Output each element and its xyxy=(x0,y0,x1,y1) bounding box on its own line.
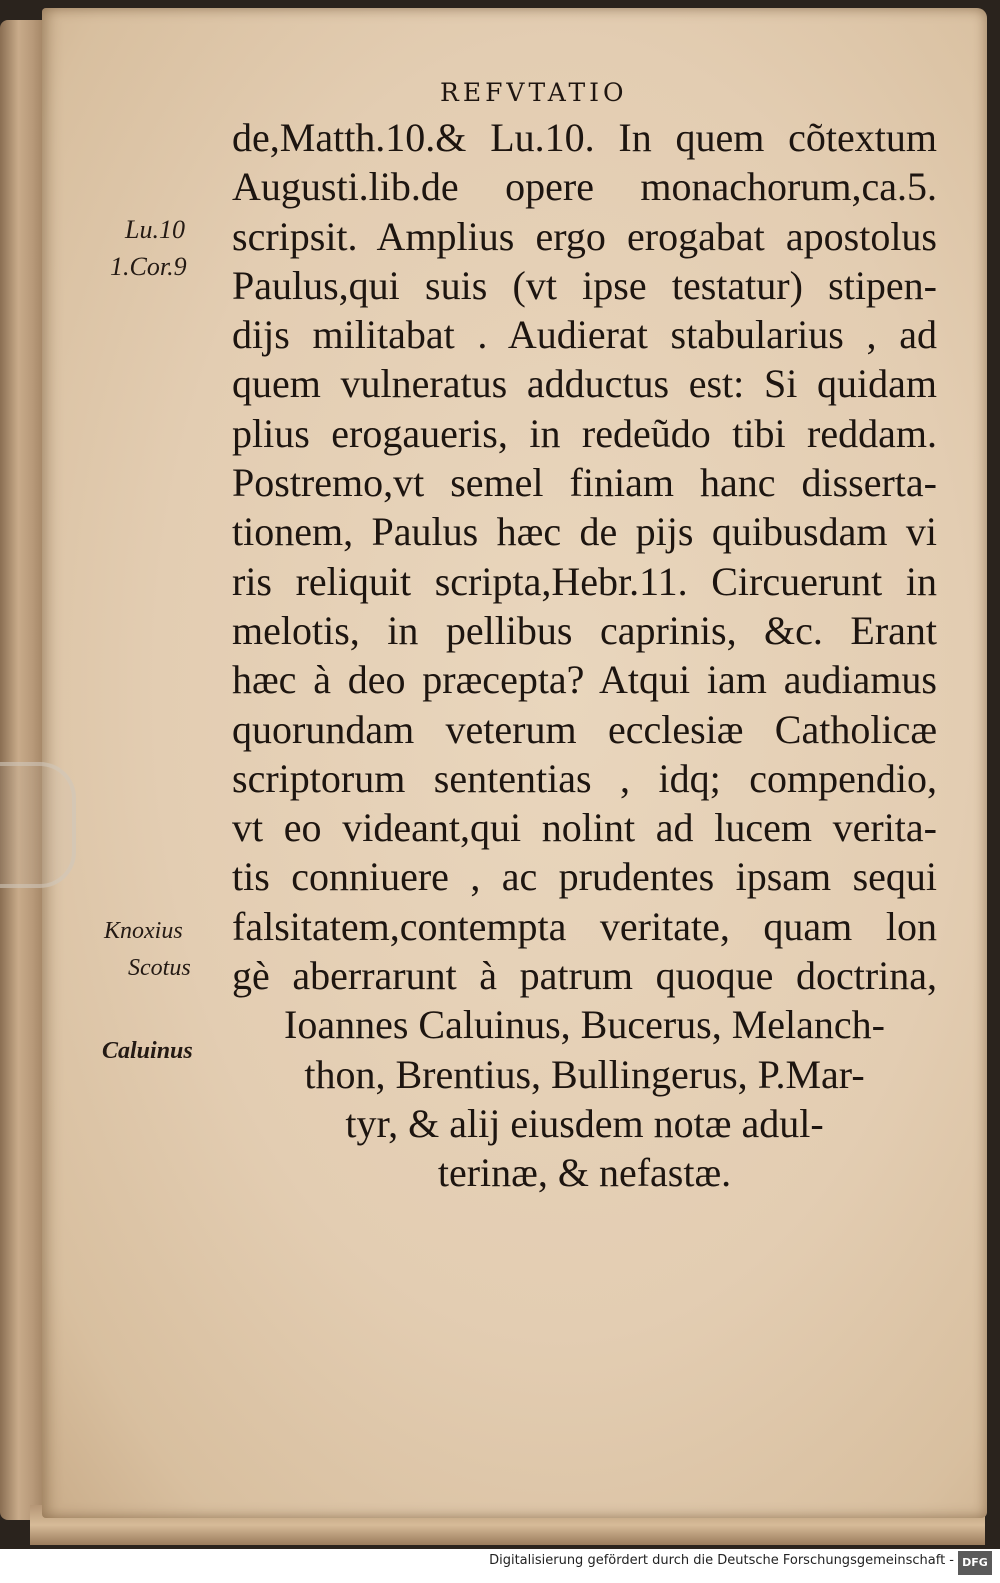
marginal-note: Scotus xyxy=(128,955,191,981)
text-line: Augusti.lib.de opere monachorum,ca.5. xyxy=(232,164,937,210)
text-line: gè aberrarunt à patrum quoque doctrina, xyxy=(232,953,937,999)
marginal-note: Caluinus xyxy=(102,1038,193,1064)
text-line: ris reliquit scripta,Hebr.11. Circuerunt in xyxy=(232,558,937,604)
text-line: vt eo videant,qui nolint ad lucem verita- xyxy=(232,805,937,851)
text-line: melotis, in pellibus caprinis, &c. Erant xyxy=(232,607,937,653)
closing-line: Ioannes Caluinus, Bucerus, Melanch- xyxy=(284,1002,885,1048)
dfg-logo: DFG xyxy=(958,1551,992,1575)
footer-credit: Digitalisierung gefördert durch die Deutsche Forschungsgemeinschaft - xyxy=(489,1553,954,1568)
text-line: tis conniuere , ac prudentes ipsam sequi xyxy=(232,854,937,900)
text-line: tionem, Paulus hæc de pijs quibusdam vi xyxy=(232,509,937,555)
closing-line: tyr, & alij eiusdem notæ adul- xyxy=(345,1100,824,1146)
running-head: REFVTATIO xyxy=(440,78,628,107)
book-clip-strap xyxy=(0,762,76,888)
text-line: scriptorum sententias , idq; compendio, xyxy=(232,755,937,801)
marginal-note: Lu.10 xyxy=(125,215,185,244)
text-line: scripsit. Amplius ergo erogabat apostolus xyxy=(232,213,937,259)
text-line: quorundam veterum ecclesiæ Catholicæ xyxy=(232,706,937,752)
closing-line: terinæ, & nefastæ. xyxy=(437,1150,732,1196)
text-line: hæc à deo præcepta? Atqui iam audiamus xyxy=(232,657,937,703)
text-line: Postremo,vt semel finiam hanc disserta- xyxy=(232,460,937,506)
text-line: falsitatem,contempta veritate, quam lon xyxy=(232,903,937,949)
marginal-note: Knoxius xyxy=(104,918,183,944)
text-line: quem vulneratus adductus est: Si quidam xyxy=(232,361,937,407)
text-line: plius erogaueris, in redeũdo tibi reddam. xyxy=(232,410,937,456)
text-line: Paulus,qui suis (vt ipse testatur) stipen- xyxy=(232,262,937,308)
marginal-note: 1.Cor.9 xyxy=(110,252,187,281)
text-line: de,Matth.10.& Lu.10. In quem cõtextum xyxy=(232,115,937,160)
body-text xyxy=(232,113,937,1198)
closing-line: thon, Brentius, Bullingerus, P.Mar- xyxy=(304,1051,865,1097)
text-line: dijs militabat . Audierat stabularius , ad xyxy=(232,312,937,358)
